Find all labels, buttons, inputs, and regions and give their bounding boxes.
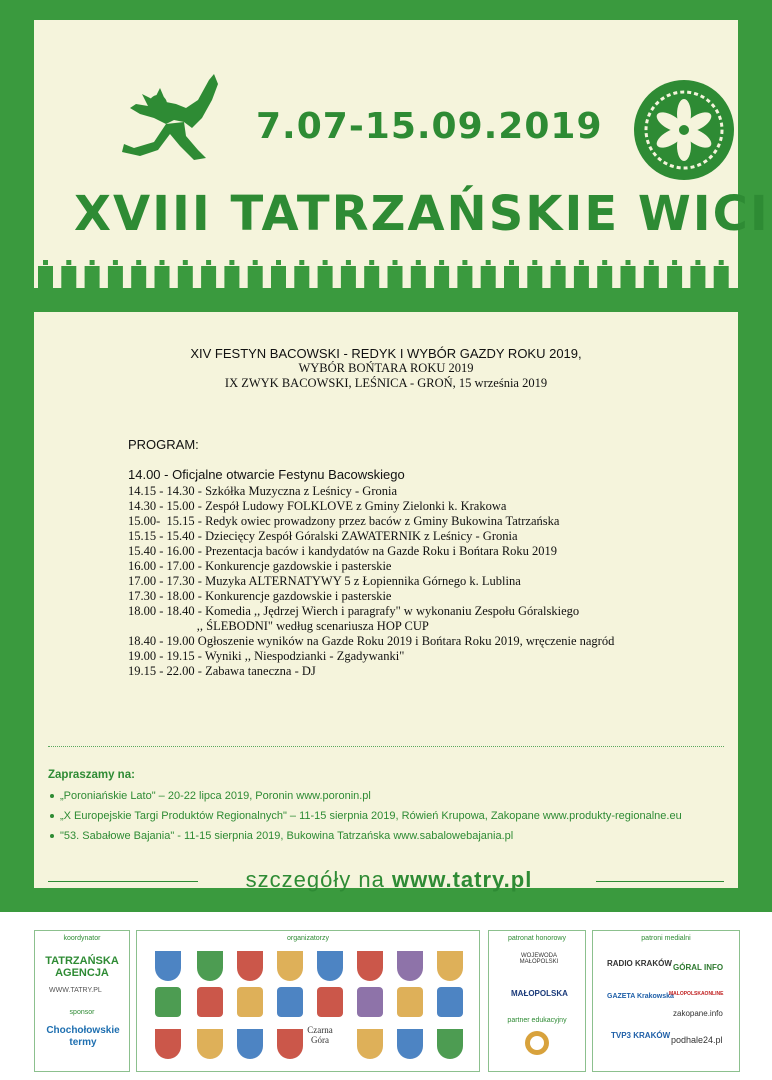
lace-notch [527,266,542,288]
subtitle-line-2: WYBÓR BOŃTARA ROKU 2019 [298,361,474,375]
lace-notch [271,266,286,288]
invite-item: „X Europejskie Targi Produktów Regionalnych" – 11-15 sierpnia 2019, Rówień Krupowa, Zakopane www.produkty-regionalne.eu [50,810,682,822]
organizer-crest-icon [277,1029,303,1059]
tatrzanska-agencja-logo: TATRZAŃSKA AGENCJA [45,955,119,979]
lace-dot [393,260,398,265]
lace-notch [481,266,496,288]
subtitle-line-3: IX ZWYK BACOWSKI, LEŚNICA - GROŃ, 15 września 2019 [224,376,548,390]
organizer-crest-icon [237,951,263,981]
program-item: 17.30 - 18.00 - Konkurencje gazdowskie i pasterskie [128,589,392,603]
organizer-crest-icon [397,951,423,981]
lace-dot [136,260,141,265]
program-item: 16.00 - 17.00 - Konkurencje gazdowskie i pasterskie [128,559,392,573]
lace-dot [439,260,444,265]
tvp3-logo: TVP3 KRAKÓW [611,1031,671,1040]
lace-notch [178,266,193,288]
organizer-crest-icon [317,951,343,981]
wojewoda-logo: WOJEWODA MAŁOPOLSKI [519,953,559,965]
header-panel [34,20,770,288]
organizer-crest-icon [237,1029,263,1059]
lace-notch [294,266,309,288]
lace-notch [597,266,612,288]
lace-dot [253,260,258,265]
lace-notch [690,266,705,288]
lace-dot [649,260,654,265]
lace-dot [113,260,118,265]
footer-rule-left [48,881,198,882]
lace-notch [388,266,403,288]
program-item: 18.00 - 18.40 - Komedia ,, Jędrzej Wierch i paragrafy" w wykonaniu Zespołu Góralskiego [128,604,580,618]
organizer-crest-icon [437,1029,463,1059]
lace-dot [509,260,514,265]
koordynator-box: koordynator TATRZAŃSKA AGENCJA WWW.TATRY.PL sponsor Chochołowskie termy [34,930,130,1072]
lace-dot [556,260,561,265]
malopolska-logo: MAŁOPOLSKA [511,989,568,998]
zakopane-info-logo: zakopane.info [673,1009,723,1018]
lace-notch [714,266,729,288]
lace-dot [369,260,374,265]
malopolskaonline-logo: MALOPOLSKAONLINE [669,991,724,997]
program-list [128,484,614,679]
lace-notch [504,266,519,288]
lace-notch [434,266,449,288]
footer-url: www.tatry.pl [391,867,533,892]
event-title: XVIII TATRZAŃSKIE WICI [74,186,770,242]
partner-logo-icon [523,1029,551,1057]
lace-dot [462,260,467,265]
lace-dot [719,260,724,265]
organizer-crest-icon [155,987,181,1017]
organizer-crest-icon [437,987,463,1017]
lace-dot [323,260,328,265]
lace-border [34,258,738,288]
program-item: 17.00 - 17.30 - Muzyka ALTERNATYWY 5 z Łopiennika Górnego k. Lublina [128,574,521,588]
lace-dot [602,260,607,265]
lace-dot [66,260,71,265]
lace-notch [108,266,123,288]
radio-krakow-logo: RADIO KRAKÓW [607,959,672,968]
gazeta-krakowska-logo: GAZETA Krakowska [607,993,674,1000]
divider [48,746,724,747]
lace-dot [346,260,351,265]
czarna-gora-logo: Czarna Góra [307,1025,333,1045]
lace-notch [341,266,356,288]
lace-notch [318,266,333,288]
program-label: PROGRAM: [128,437,199,452]
program-item: 15.15 - 15.40 - Dziecięcy Zespół Góralski ZAWATERNIK z Leśnicy - Gronia [128,529,518,543]
runner-figure-icon [114,74,234,184]
lace-notch [574,266,589,288]
media-box: patroni medialni RADIO KRAKÓW GÓRAL INFO GAZETA Krakowska MALOPOLSKAONLINE zakopane.info TVP3 KRAKÓW podhale24.pl [592,930,740,1072]
organizer-crest-icon [437,951,463,981]
lace-dot [532,260,537,265]
podhale24-logo: podhale24.pl [671,1035,723,1045]
organizer-crest-icon [397,1029,423,1059]
organizer-crest-icon [197,987,223,1017]
goral-info-logo: GÓRAL INFO [673,963,724,972]
subtitle-line-1: XIV FESTYN BACOWSKI - REDYK I WYBÓR GAZDY ROKU 2019, [190,346,582,361]
lace-notch [38,266,53,288]
content-panel [34,312,738,892]
lace-notch [364,266,379,288]
patronat-box: patronat honorowy WOJEWODA MAŁOPOLSKI MAŁOPOLSKA partner edukacyjny [488,930,586,1072]
lace-dot [299,260,304,265]
lace-notch [667,266,682,288]
lace-notch [248,266,263,288]
program-opening: 14.00 - Oficjalne otwarcie Festynu Bacowskiego [128,467,405,482]
lace-dot [160,260,165,265]
organizer-crest-icon [357,1029,383,1059]
lace-notch [457,266,472,288]
organizer-crest-icon [197,951,223,981]
footer-rule-right [596,881,724,882]
program-item: 15.40 - 16.00 - Prezentacja baców i kandydatów na Gazde Roku i Bońtara Roku 2019 [128,544,558,558]
lace-dot [183,260,188,265]
lace-notch [621,266,636,288]
invite-item: "53. Sabałowe Bajania" - 11-15 sierpnia 2019, Bukowina Tatrzańska www.sabalowebajania.pl [50,830,513,842]
chocholowskie-termy-logo: Chochołowskie termy [46,1025,120,1048]
lace-notch [201,266,216,288]
organizatorzy-box: organizatorzy Czarna Góra [136,930,480,1072]
organizer-crest-icon [317,987,343,1017]
lace-notch [411,266,426,288]
rosette-icon [632,78,736,182]
lace-notch [131,266,146,288]
event-dates: 7.07-15.09.2019 [256,106,603,147]
lace-notch [551,266,566,288]
program-item: 18.40 - 19.00 Ogłoszenie wyników na Gazde Roku 2019 i Bońtara Roku 2019, wręczenie nagród [128,634,615,648]
organizer-crest-icon [357,987,383,1017]
program-item: ,, ŚLEBODNI" według scenariusza HOP CUP [128,619,429,633]
organizer-crest-icon [277,951,303,981]
lace-dot [90,260,95,265]
organizer-crest-icon [155,1029,181,1059]
lace-dot [579,260,584,265]
lace-dot [695,260,700,265]
lace-dot [206,260,211,265]
lace-notch [155,266,170,288]
organizer-crest-icon [397,987,423,1017]
organizer-crest-icon [155,951,181,981]
program-item: 14.30 - 15.00 - Zespół Ludowy FOLKLOVE z Gminy Zielonki k. Krakowa [128,499,507,513]
invite-title: Zapraszamy na: [48,769,135,781]
program-item: 15.00- 15.15 - Redyk owiec prowadzony przez baców z Gminy Bukowina Tatrzańska [128,514,560,528]
organizer-crest-icon [277,987,303,1017]
program-item: 19.15 - 22.00 - Zabawa taneczna - DJ [128,664,316,678]
program-item: 14.15 - 14.30 - Szkółka Muzyczna z Leśnicy - Gronia [128,484,398,498]
footer-details: szczegóły na www.tatry.pl [245,867,533,892]
lace-dot [416,260,421,265]
lace-dot [626,260,631,265]
invite-item: „Poroniańskie Lato" – 20-22 lipca 2019, Poronin www.poronin.pl [50,790,371,802]
program-item: 19.00 - 19.15 - Wyniki ,, Niespodzianki - Zgadywanki" [128,649,405,663]
organizer-crest-icon [197,1029,223,1059]
lace-dot [43,260,48,265]
organizer-crest-icon [357,951,383,981]
lace-notch [85,266,100,288]
lace-dot [672,260,677,265]
lace-dot [486,260,491,265]
lace-notch [61,266,76,288]
organizer-crest-icon [237,987,263,1017]
lace-dot [276,260,281,265]
lace-notch [224,266,239,288]
lace-notch [644,266,659,288]
lace-dot [229,260,234,265]
